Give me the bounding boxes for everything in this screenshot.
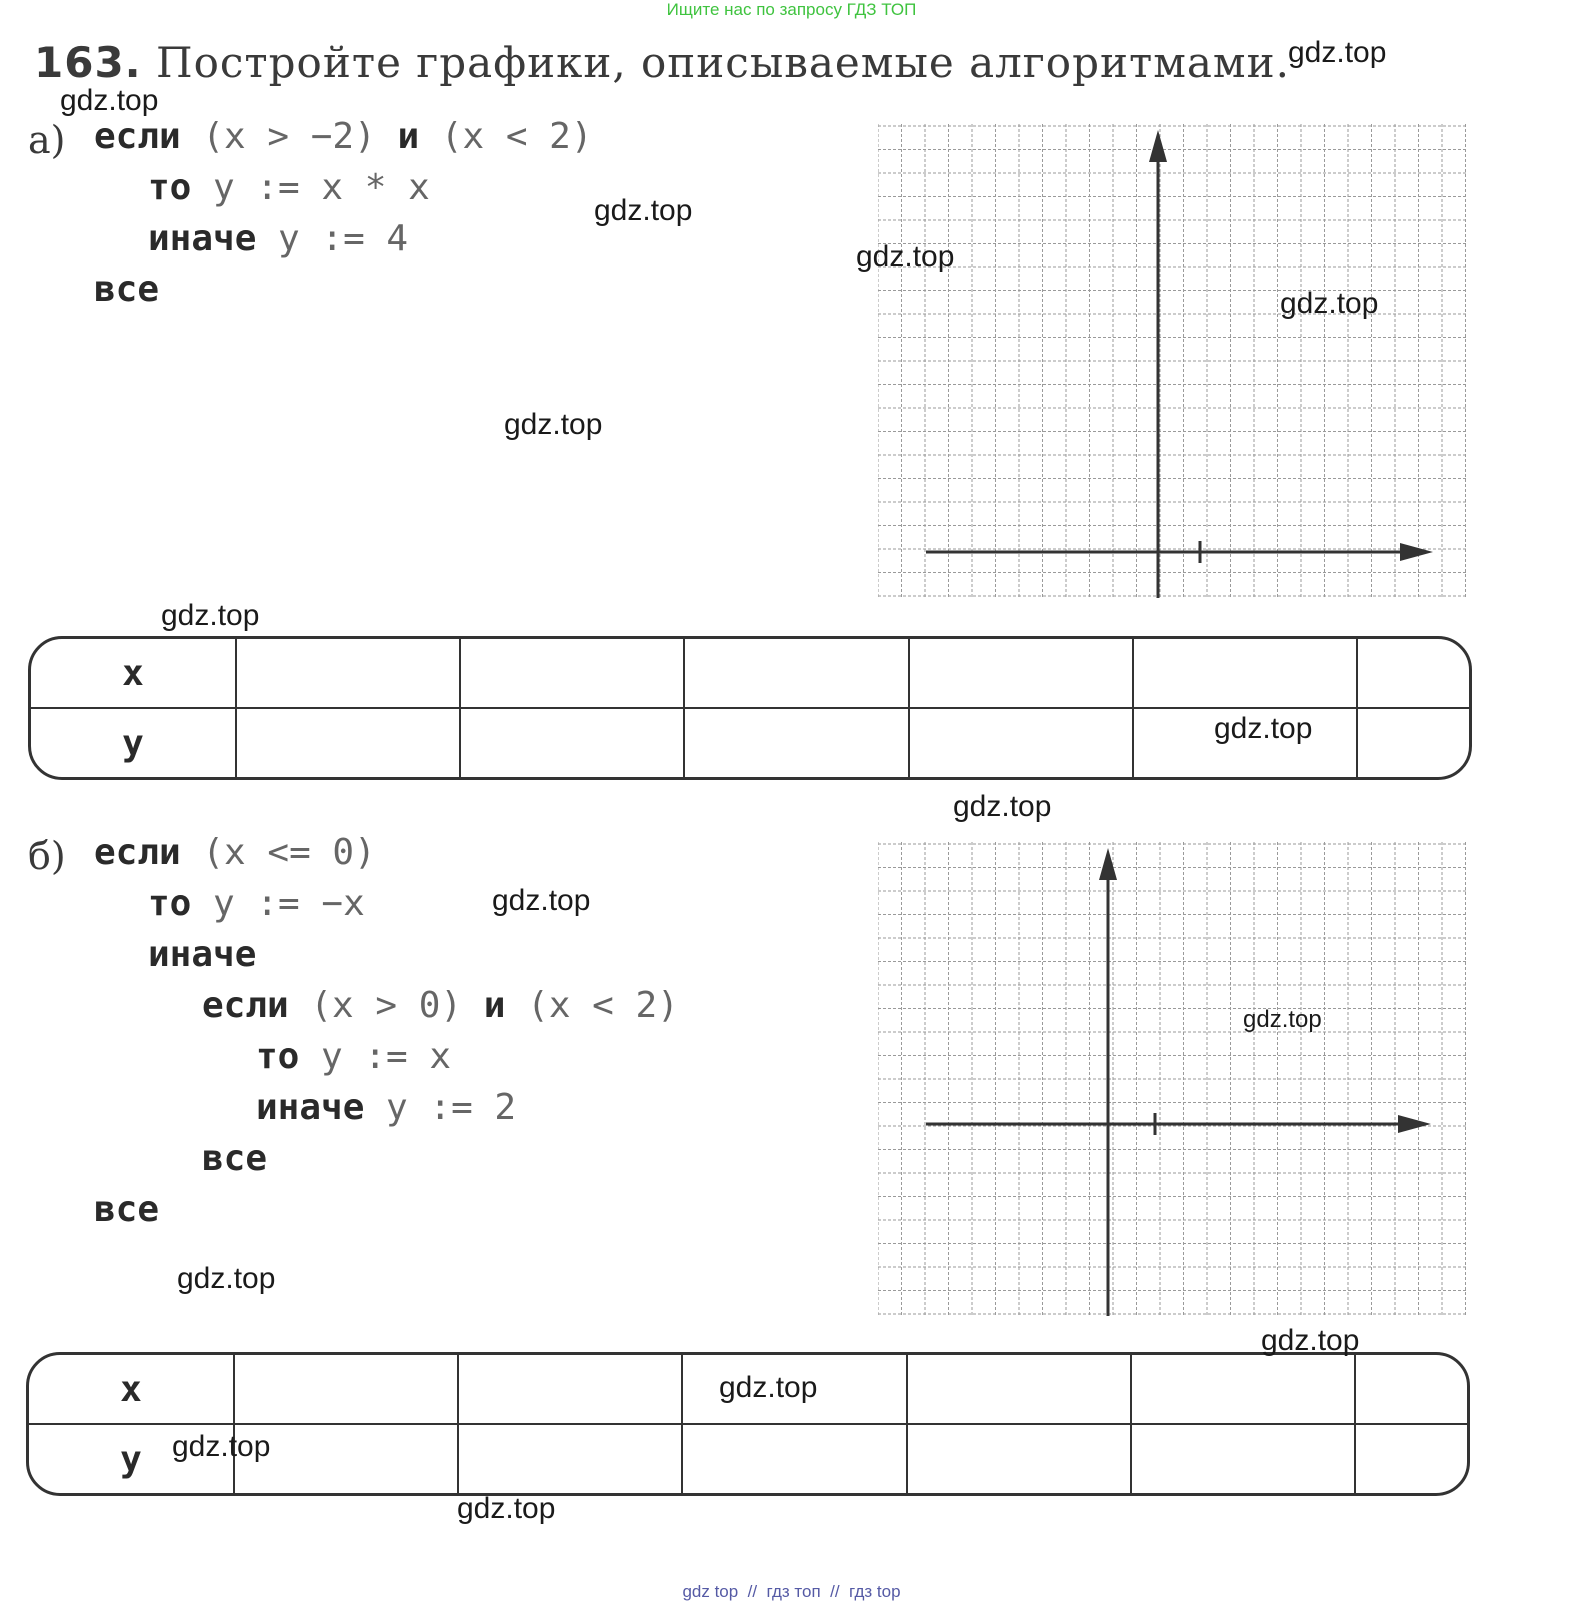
part-b-line-5 — [256, 1036, 451, 1077]
keyword-else: иначе — [256, 1087, 365, 1128]
part-b-line-8 — [94, 1189, 159, 1230]
watermark: gdz.top — [594, 194, 693, 227]
bottom-banner[interactable]: gdz top // гдз топ // гдз top — [682, 1582, 901, 1601]
table-cell[interactable] — [684, 708, 908, 777]
watermark: gdz.top — [1261, 1324, 1360, 1357]
part-b-label: б) — [28, 834, 66, 878]
watermark: gdz.top — [492, 884, 591, 917]
keyword-if: если — [94, 116, 181, 157]
keyword-if: если — [94, 832, 181, 873]
condition: (x > −2) — [180, 116, 398, 157]
y-axis — [1099, 848, 1117, 1316]
part-a-line-1 — [94, 116, 593, 157]
part-a-label: а) — [28, 118, 66, 162]
row-label-y: y — [31, 708, 236, 777]
watermark: gdz.top — [1280, 287, 1379, 320]
keyword-else: иначе — [148, 218, 257, 259]
table-cell[interactable] — [1355, 1355, 1467, 1424]
assignment: y := 4 — [256, 218, 409, 259]
watermark: gdz.top — [719, 1371, 818, 1404]
part-b-line-7 — [202, 1138, 267, 1179]
table-cell[interactable] — [1357, 708, 1469, 777]
condition: (x > 0) — [288, 985, 484, 1026]
condition: (x < 2) — [419, 116, 593, 157]
x-axis — [926, 1113, 1431, 1135]
part-b-line-2 — [148, 883, 365, 924]
part-a-line-3 — [148, 218, 408, 259]
watermark: gdz.top — [60, 84, 159, 117]
table-cell[interactable] — [909, 708, 1133, 777]
task-number: 163. — [34, 38, 142, 87]
part-a-line-4 — [94, 269, 159, 310]
keyword-and: и — [397, 116, 420, 157]
watermark: gdz.top — [1288, 36, 1387, 69]
grid-svg — [878, 838, 1470, 1320]
watermark: gdz.top — [457, 1492, 556, 1525]
table-cell[interactable] — [1131, 1424, 1355, 1493]
part-b-line-3 — [148, 934, 256, 975]
keyword-and: и — [483, 985, 506, 1026]
row-label-y: y — [29, 1424, 234, 1493]
table-cell[interactable] — [236, 708, 460, 777]
row-label-x: x — [31, 639, 236, 708]
keyword-if: если — [202, 985, 289, 1026]
watermark: gdz.top — [504, 408, 603, 441]
table-cell[interactable] — [909, 639, 1133, 708]
keyword-end: все — [94, 269, 160, 310]
watermark: gdz.top — [177, 1262, 276, 1295]
y-axis — [1149, 130, 1167, 598]
table-cell[interactable] — [1131, 1355, 1355, 1424]
part-b-line-1 — [94, 832, 376, 873]
table-cell[interactable] — [458, 1424, 682, 1493]
keyword-else: иначе — [148, 934, 257, 975]
table-cell[interactable] — [1355, 1424, 1467, 1493]
part-b-graph-grid[interactable] — [878, 838, 1470, 1324]
condition: (x < 2) — [505, 985, 679, 1026]
part-a-value-table — [28, 636, 1472, 780]
table-cell[interactable] — [236, 639, 460, 708]
watermark: gdz.top — [161, 599, 260, 632]
watermark: gdz.top — [172, 1430, 271, 1463]
keyword-then: то — [148, 883, 192, 924]
part-b-line-6 — [256, 1087, 516, 1128]
table-cell[interactable] — [1357, 639, 1469, 708]
task-text: Постройте графики, описываемые алгоритмами. — [156, 38, 1290, 87]
part-a-line-2 — [148, 167, 430, 208]
table-cell[interactable] — [460, 708, 684, 777]
keyword-then: то — [148, 167, 192, 208]
table-cell[interactable] — [907, 1424, 1131, 1493]
table-cell[interactable] — [460, 639, 684, 708]
table-cell[interactable] — [682, 1424, 906, 1493]
table-cell[interactable] — [1133, 639, 1357, 708]
part-b-line-4 — [202, 985, 679, 1026]
watermark: gdz.top — [1214, 712, 1313, 745]
table-cell[interactable] — [684, 639, 908, 708]
top-banner[interactable]: Ищите нас по запросу ГДЗ ТОП — [666, 0, 917, 19]
table-cell[interactable] — [907, 1355, 1131, 1424]
watermark: gdz.top — [856, 240, 955, 273]
keyword-then: то — [256, 1036, 300, 1077]
grid-svg — [878, 120, 1470, 602]
keyword-end: все — [94, 1189, 160, 1230]
row-label-x: x — [29, 1355, 234, 1424]
assignment: y := −x — [191, 883, 365, 924]
condition: (x <= 0) — [180, 832, 376, 873]
watermark: gdz.top — [953, 790, 1052, 823]
assignment: y := x — [299, 1036, 452, 1077]
watermark: gdz.top — [1243, 1006, 1322, 1033]
table-cell[interactable] — [234, 1355, 458, 1424]
part-a-graph-grid[interactable] — [878, 120, 1470, 606]
table-cell[interactable] — [458, 1355, 682, 1424]
assignment: y := 2 — [364, 1087, 517, 1128]
keyword-end: все — [202, 1138, 268, 1179]
task-title — [34, 38, 1290, 87]
x-axis — [926, 541, 1433, 563]
assignment: y := x * x — [191, 167, 430, 208]
